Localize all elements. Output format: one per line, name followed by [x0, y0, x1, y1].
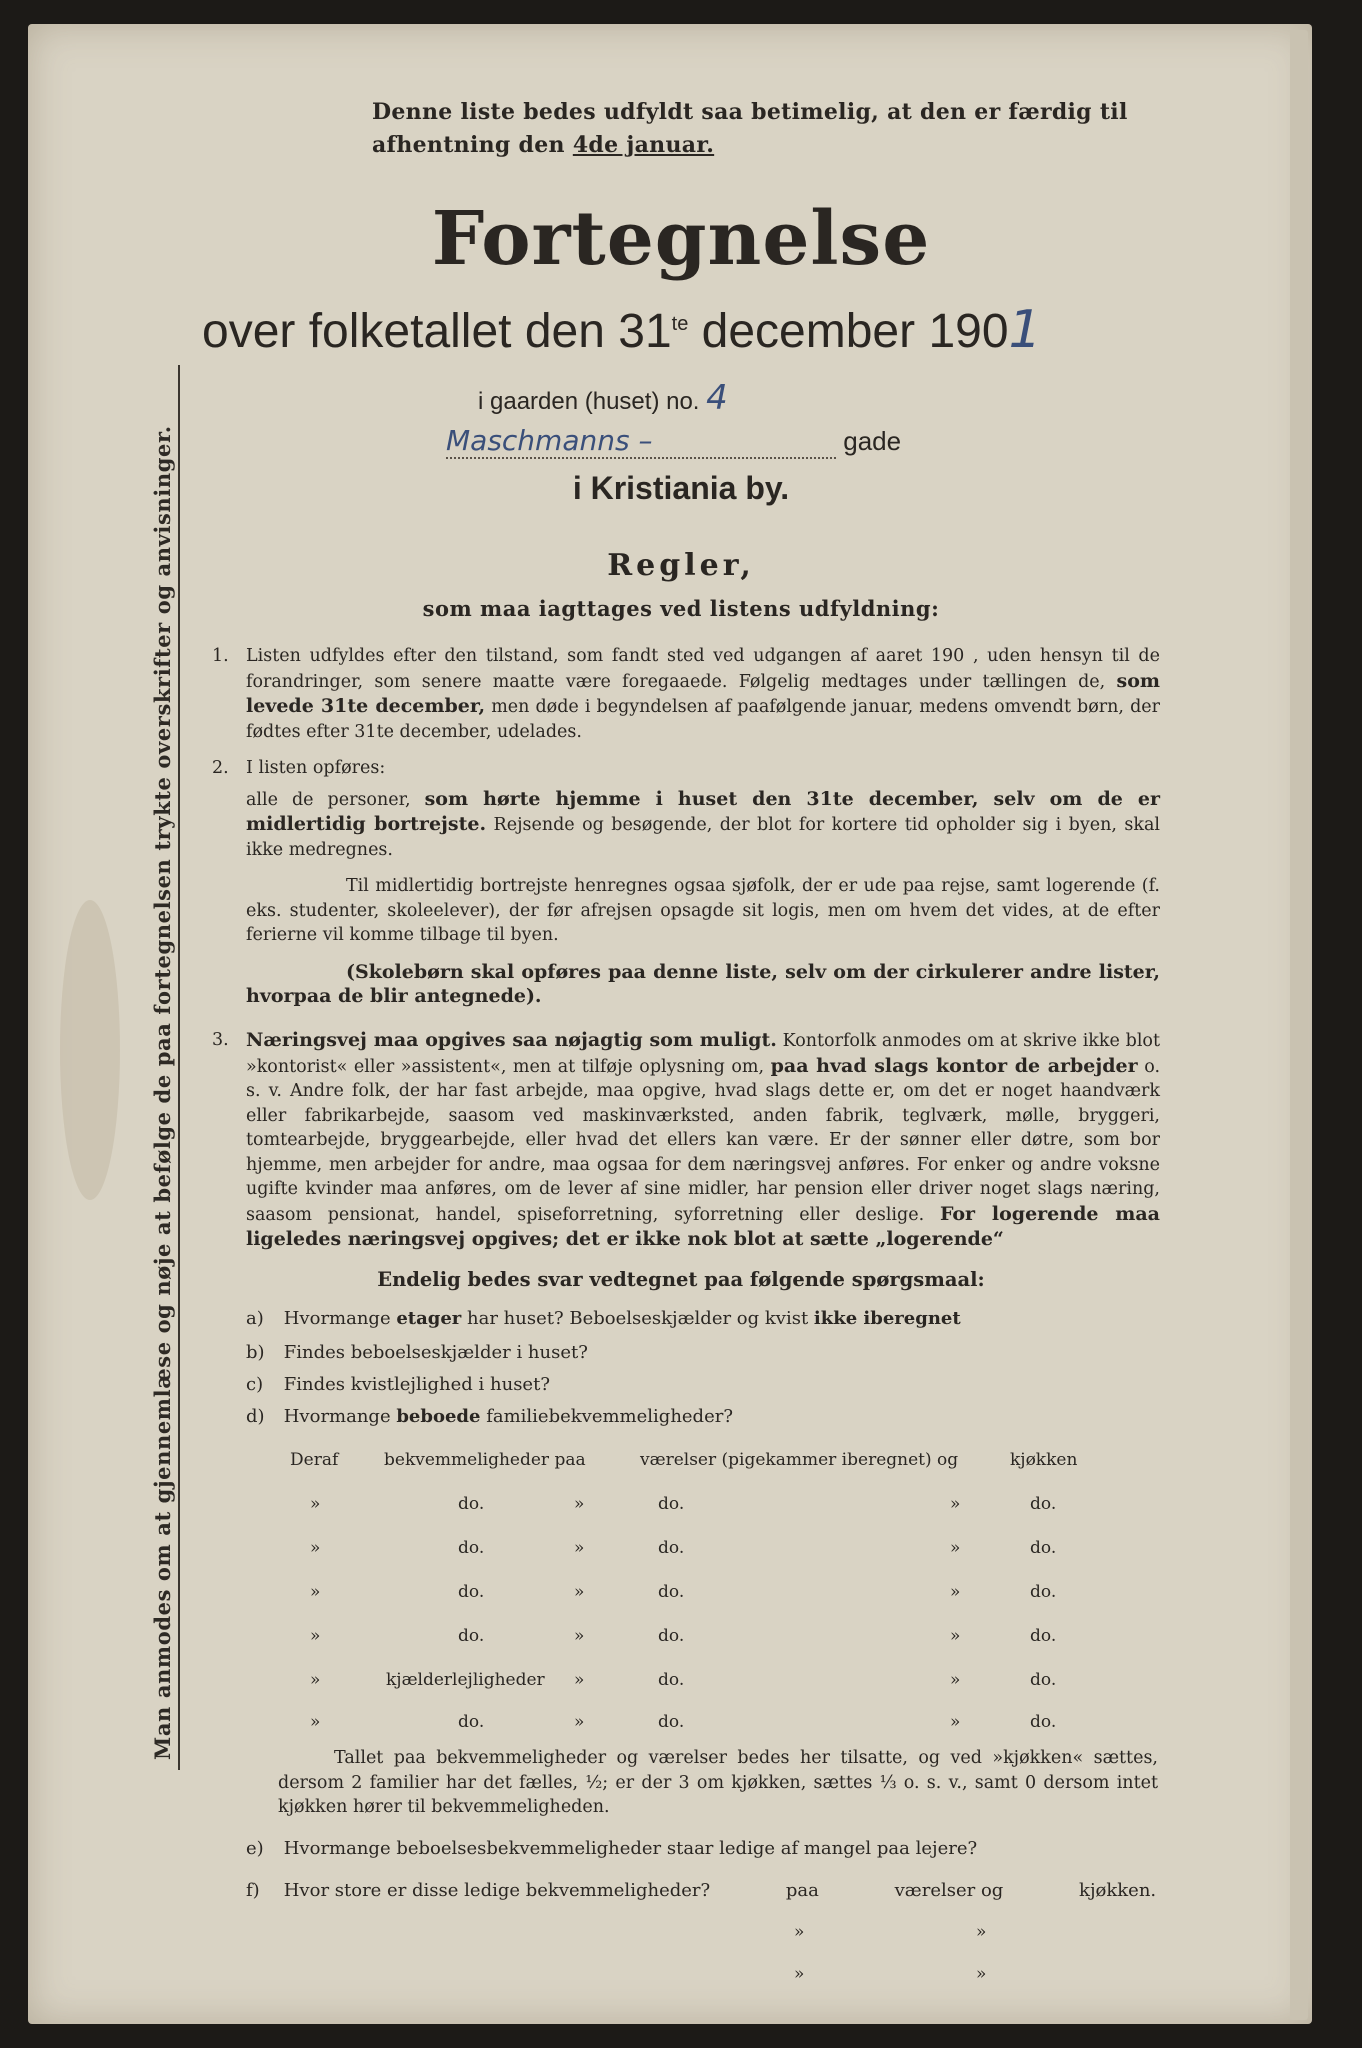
rule-3-number: 3.	[212, 1030, 229, 1050]
table-quote: »	[794, 1964, 805, 1984]
table-quote: »	[950, 1494, 961, 1514]
table-do: do.	[458, 1538, 485, 1558]
question-c-label: c)	[246, 1374, 264, 1395]
table-quote: »	[976, 1964, 987, 1984]
questions-heading: Endelig bedes svar vedtegnet paa følgende spørgsmaal:	[377, 1268, 985, 1291]
rule-1	[212, 644, 1160, 744]
rule-3	[212, 1028, 1160, 1253]
subtitle-prefix: over folketallet den 31	[202, 305, 672, 358]
question-d-bold: beboede	[396, 1406, 481, 1427]
table-quote: »	[310, 1626, 321, 1646]
notice-line1: Denne liste bedes udfyldt saa betimelig, at den er færdig til	[372, 99, 1128, 125]
table-do: do.	[1030, 1626, 1057, 1646]
table-quote: »	[310, 1712, 321, 1732]
question-b-label: b)	[246, 1342, 265, 1363]
question-e-text: Hvormange beboelsesbekvemmeligheder staar ledige af mangel paa lejere?	[283, 1838, 978, 1859]
table-quote: »	[310, 1582, 321, 1602]
table-do: do.	[458, 1494, 485, 1514]
question-f	[246, 1880, 1156, 1901]
table-header-kjokken: kjøkken	[1010, 1450, 1078, 1470]
question-a-pre: Hvormange	[283, 1308, 391, 1329]
question-b	[246, 1342, 588, 1363]
table-quote: »	[574, 1712, 585, 1732]
question-f-paa: paa	[785, 1880, 819, 1901]
table-quote: »	[574, 1626, 585, 1646]
city-line: i Kristiania by.	[572, 470, 790, 506]
rule-2-text-c: Rejsende og besøgende, der blot for kortere tid opholder sig i byen, skal ikke medregnes.	[246, 815, 1160, 860]
table-quote: »	[794, 1922, 805, 1942]
rule-1-text-a: Listen udfyldes efter den tilstand, som fandt sted ved udgangen af aaret 190 , uden hensyn til de forandringer, som senere maatte være foregaaede. Følgelig medtages under tællingen de,	[246, 646, 1160, 692]
question-a-bold1: etager	[396, 1308, 462, 1329]
question-d-post: familiebekvemmeligheder?	[486, 1406, 733, 1427]
table-quote: »	[574, 1538, 585, 1558]
gaard-label: i gaarden (huset) no.	[478, 388, 700, 415]
question-b-text: Findes beboelseskjælder i huset?	[283, 1342, 588, 1363]
table-do: do.	[1030, 1582, 1057, 1602]
rule-2-head: I listen opføres:	[246, 758, 386, 778]
table-do: do.	[458, 1626, 485, 1646]
table-quote: »	[950, 1538, 961, 1558]
rule-3-text-b: Kontorfolk anmodes om at skrive ikke blot »kontorist« eller »assistent«, men at tilføje oplysning om,	[246, 1031, 1160, 1077]
table-quote: »	[950, 1582, 961, 1602]
question-a-bold2: ikke iberegnet	[813, 1308, 961, 1329]
table-quote: »	[950, 1626, 961, 1646]
side-instruction-text: Man anmodes om at gjennemlæse og nøje at befølge de paa fortegnelsen trykte overskrifter og anvisninger.	[150, 425, 175, 1760]
table-quote: »	[310, 1670, 321, 1690]
rule-3-text-e: For logerende maa ligeledes næringsvej opgives; det er ikke nok blot at sætte „logerende“	[246, 1202, 1160, 1250]
rule-3-text-d: o. s. v. Andre folk, der har fast arbejde, maa opgive, hvad slags dette er, om det er noget haandværk eller fabrikarbejde, saasom ved maskinværksted, anden fabrik, teglværk, mølle, bryggeri, tomtearbejde, bryggearbejde, eller hvad det ellers kan være. Er der sønner eller døtre, som bor hjemme, men arbejder for andre, maa ogsaa for dem næringsvej anføres. For enker og andre voksne ugifte kvinder maa anføres, om de lever af sine midler, har pension eller driver noget slags næring, saasom pensionat, handel, spiseforretning, syforretning eller deslige.	[246, 1056, 1161, 1225]
question-f-text: Hvor store er disse ledige bekvemmeligheder?	[283, 1880, 711, 1901]
table-quote: »	[950, 1670, 961, 1690]
table-header-bekv: bekvemmeligheder paa	[384, 1450, 586, 1470]
table-quote: »	[310, 1538, 321, 1558]
rule-2-text-e: (Skolebørn skal opføres paa denne liste, selv om der cirkulerer andre lister, hvorpaa de blir antegnede).	[246, 960, 1160, 1007]
table-quote: »	[574, 1494, 585, 1514]
question-c	[246, 1374, 550, 1395]
question-a-mid: har huset? Beboelseskjælder og kvist	[467, 1308, 809, 1329]
subtitle-middle: december 190	[688, 305, 1009, 358]
question-f-vaerelser: værelser og	[894, 1880, 1004, 1901]
rules-subheading: som maa iagttages ved listens udfyldning:	[422, 596, 940, 621]
table-do: do.	[658, 1582, 685, 1602]
table-do: do.	[1030, 1712, 1057, 1732]
question-a-label: a)	[246, 1308, 264, 1329]
table-do: do.	[1030, 1538, 1057, 1558]
table-do: do.	[658, 1670, 685, 1690]
street-line	[446, 424, 901, 459]
house-number-line	[478, 378, 728, 418]
page-edge	[1290, 30, 1308, 2020]
question-d	[246, 1406, 733, 1427]
notice-date: 4de januar.	[572, 132, 715, 158]
notice-text	[372, 96, 1172, 162]
question-e	[246, 1838, 977, 1859]
question-e-label: e)	[246, 1838, 264, 1859]
question-f-label: f)	[246, 1880, 260, 1901]
street-handwritten: Maschmanns –	[446, 424, 836, 459]
table-do: do.	[458, 1712, 485, 1732]
year-handwritten: 1	[1008, 300, 1042, 360]
table-header-vaer: værelser (pigekammer iberegnet) og	[640, 1450, 959, 1470]
table-do: do.	[658, 1626, 685, 1646]
table-do: do.	[1030, 1494, 1057, 1514]
table-quote: »	[574, 1670, 585, 1690]
table-quote: »	[950, 1712, 961, 1732]
question-d-pre: Hvormange	[283, 1406, 391, 1427]
table-quote: »	[574, 1582, 585, 1602]
rule-2-text-d: Til midlertidig bortrejste henregnes ogsaa sjøfolk, der er ude paa rejse, samt logerende (f. eks. studenter, skoleelever), der før afrejsen opsagde sit logis, men om hvem det vides, at de efter ferierne vil komme tilbage til byen.	[246, 876, 1160, 945]
rule-1-text-b: som levede 31te december,	[246, 669, 1160, 717]
rules-heading: Regler,	[607, 548, 755, 583]
page-title: Fortegnelse	[431, 196, 931, 282]
rule-1-number: 1.	[212, 646, 229, 666]
rule-2-text-b: som hørte hjemme i huset den 31te december, selv om de er midlertidig bortrejste.	[246, 787, 1160, 835]
table-header-deraf: Deraf	[290, 1450, 339, 1470]
notice-line2-prefix: afhentning den	[372, 132, 565, 158]
rule-2-number: 2.	[212, 758, 229, 778]
calculation-note-text: Tallet paa bekvemmeligheder og værelser bedes her tilsatte, og ved »kjøkken« sættes, dersom 2 familier har det fælles, ½; er der 3 om kjøkken, sættes ⅓ o. s. v., samt 0 dersom intet kjøkken hører til bekvemmeligheden.	[278, 1748, 1158, 1817]
table-kjaelder: kjælderlejligheder	[386, 1670, 545, 1690]
rule-2-text-a: alle de personer,	[246, 789, 411, 810]
table-quote: »	[976, 1922, 987, 1942]
table-quote: »	[310, 1494, 321, 1514]
table-do: do.	[658, 1494, 685, 1514]
paper-stain	[60, 900, 120, 1200]
rule-3-text-c: paa hvad slags kontor de arbejder	[770, 1054, 1138, 1077]
rule-1-text-c: men døde i begyndelsen af paafølgende januar, medens omvendt børn, der fødtes efter 31te december, udelades.	[246, 697, 1160, 742]
question-a	[246, 1308, 961, 1329]
table-do: do.	[458, 1582, 485, 1602]
street-suffix: gade	[843, 426, 902, 456]
table-do: do.	[1030, 1670, 1057, 1690]
rule-2	[212, 756, 1160, 1009]
calculation-note	[278, 1746, 1158, 1820]
page-subtitle	[202, 300, 1042, 360]
question-f-kjokken: kjøkken.	[1079, 1880, 1157, 1901]
subtitle-sup: te	[671, 313, 689, 335]
question-c-text: Findes kvistlejlighed i huset?	[283, 1374, 550, 1395]
rule-3-text-a: Næringsvej maa opgives saa nøjagtig som muligt.	[246, 1029, 777, 1051]
house-number-handwritten: 4	[706, 378, 728, 418]
table-do: do.	[658, 1712, 685, 1732]
question-d-label: d)	[246, 1406, 265, 1427]
table-do: do.	[658, 1538, 685, 1558]
